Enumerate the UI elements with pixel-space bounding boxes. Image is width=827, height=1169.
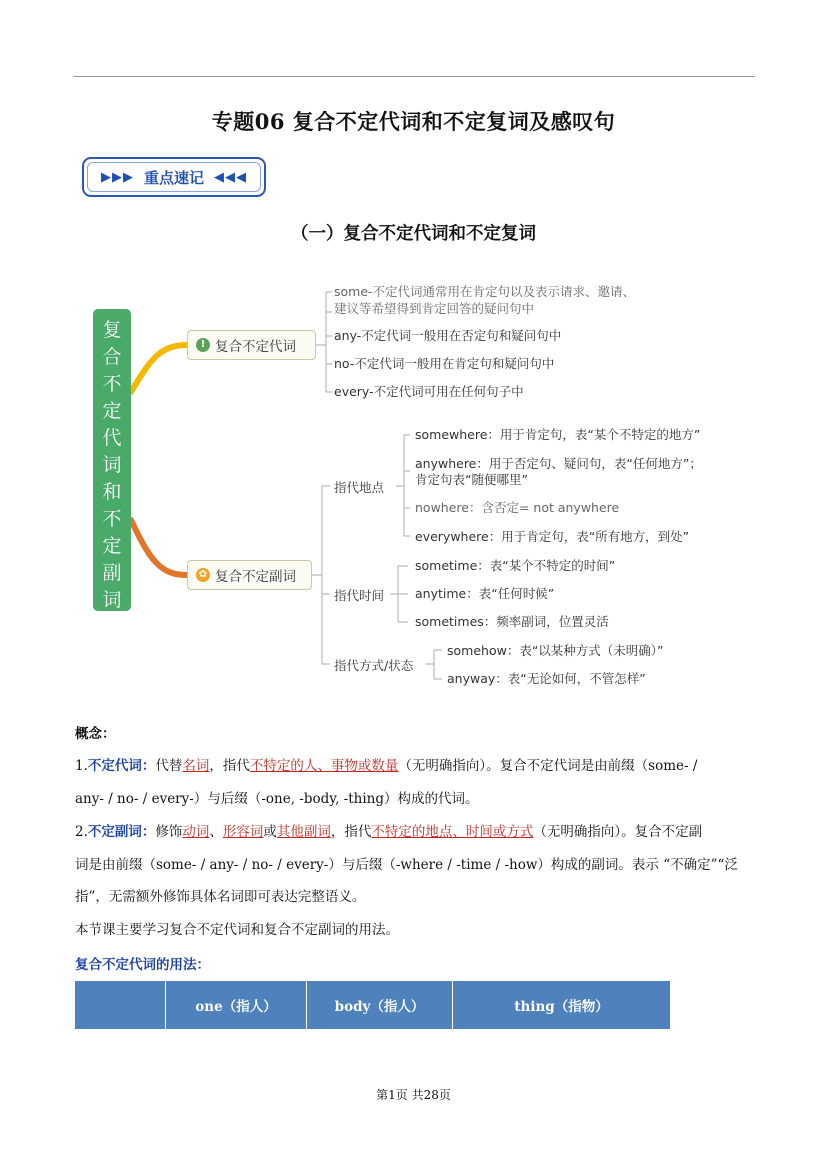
usage-table [75,981,670,1029]
highlight: 动词 [182,824,210,840]
concept-heading: 概念： [75,726,116,742]
highlight: 不特定的人、事物或数量 [249,758,399,774]
item-number: 2. [75,824,88,840]
root-char: 不 [102,508,122,530]
root-char: 词 [102,589,122,611]
concept-paragraph-1 [75,756,755,776]
page-title: 专题06 复合不定代词和不定复词及感叹句 [211,109,616,134]
right-arrows-icon: ▶▶▶ [100,169,134,185]
mindmap-leaf: somewhere：用于肯定句，表“某个不特定的地方” [415,427,701,442]
mindmap-leaf: anytime：表“任何时候” [415,586,555,601]
mindmap-leaf: 建议等希望得到肯定回答的疑问句中 [334,301,535,316]
concept-paragraph-1-line2: any- / no- / every-）与后缀（-one, -body, -thing）构成的代词。 [75,791,479,807]
root-char: 副 [102,562,122,584]
table-header-cell: thing（指物） [453,981,671,1029]
table-header-cell: body（指人） [307,981,453,1029]
mindmap-leaf: everywhere：用于肯定句，表“所有地方，到处” [415,529,690,544]
gear-icon: ✿ [196,568,210,582]
highlight: 形容词 [222,824,264,840]
highlight: 名词 [182,758,210,774]
usage-heading: 复合不定代词的用法： [75,957,210,973]
exclamation-icon: ! [196,338,210,352]
root-char: 定 [102,535,122,557]
root-char: 不 [102,373,122,395]
root-char: 和 [102,481,122,503]
root-char: 合 [102,346,122,368]
mindmap-leaf: no-不定代词一般用在肯定句和疑问句中 [334,356,555,371]
root-char: 定 [102,400,122,422]
mindmap-leaf: sometimes：频率副词，位置灵活 [415,614,609,629]
mindmap-leaf: anyway：表“无论如何，不管怎样” [447,671,646,686]
text: （无明确指向）。复合不定代词是由前缀（some- / [398,758,698,774]
highlight: 不特定的地点、时间或方式 [371,824,534,840]
lesson-intro: 本节课主要学习复合不定代词和复合不定副词的用法。 [75,922,399,938]
section-title: （一）复合不定代词和不定复词 [291,224,536,244]
text: ，指代 [209,758,250,774]
branch-adverbs [187,560,312,590]
branch-label: 复合不定副词 [215,569,296,585]
mindmap-leaf: some-不定代词通常用在肯定句以及表示请求、邀请、 [334,284,636,299]
table-header-row [75,981,670,1029]
mindmap-leaf: any-不定代词一般用在否定句和疑问句中 [334,328,562,343]
group-label-place: 指代地点 [334,480,385,495]
table-header-cell [75,981,166,1029]
group-label-manner: 指代方式/状态 [334,658,414,673]
highlight: 其他副词 [276,824,331,840]
text: （无明确指向）。复合不定副 [533,824,703,840]
colon: ： [141,758,156,774]
table-header-cell: one（指人） [166,981,307,1029]
root-char: 代 [102,427,122,449]
text: 或 [263,824,277,840]
text: 代替 [155,758,183,774]
item-number: 1. [75,758,88,774]
left-arrows-icon: ◀◀◀ [214,169,247,185]
mindmap-leaf: somehow：表“以某种方式（未明确）” [447,643,664,658]
mindmap-leaf: sometime：表“某个不特定的时间” [415,558,616,573]
badge-label: 重点速记 [143,168,204,187]
root-char: 词 [102,454,122,476]
text: 、 [209,824,223,840]
colon: ： [141,824,156,840]
mindmap-root [93,309,131,611]
mindmap-leaf: every-不定代词可用在任何句子中 [334,384,524,399]
mindmap-leaf: nowhere：含否定= not anywhere [415,500,620,515]
concept-paragraph-2-line2: 词是由前缀（some- / any- / no- / every-）与后缀（-where / -time / -how）构成的副词。表示 “不确定”“泛 [75,857,738,873]
term: 不定副词 [87,824,142,840]
mindmap-leaf: anywhere：用于否定句、疑问句，表“任何地方”； [415,456,702,471]
text: 修饰 [155,824,183,840]
concept-paragraph-2-line3: 指”，无需额外修饰具体名词即可表达完整语义。 [75,889,366,905]
group-label-time: 指代时间 [334,588,385,603]
branch-pronouns [187,330,316,360]
term: 不定代词 [87,758,142,774]
text: ，指代 [330,824,372,840]
root-char: 复 [102,319,122,341]
mindmap-leaf: 肯定句表“随便哪里” [415,472,528,487]
branch-label: 复合不定代词 [215,339,296,355]
page-footer: 第1页 共28页 [376,1088,451,1102]
concept-paragraph-2 [75,822,755,842]
